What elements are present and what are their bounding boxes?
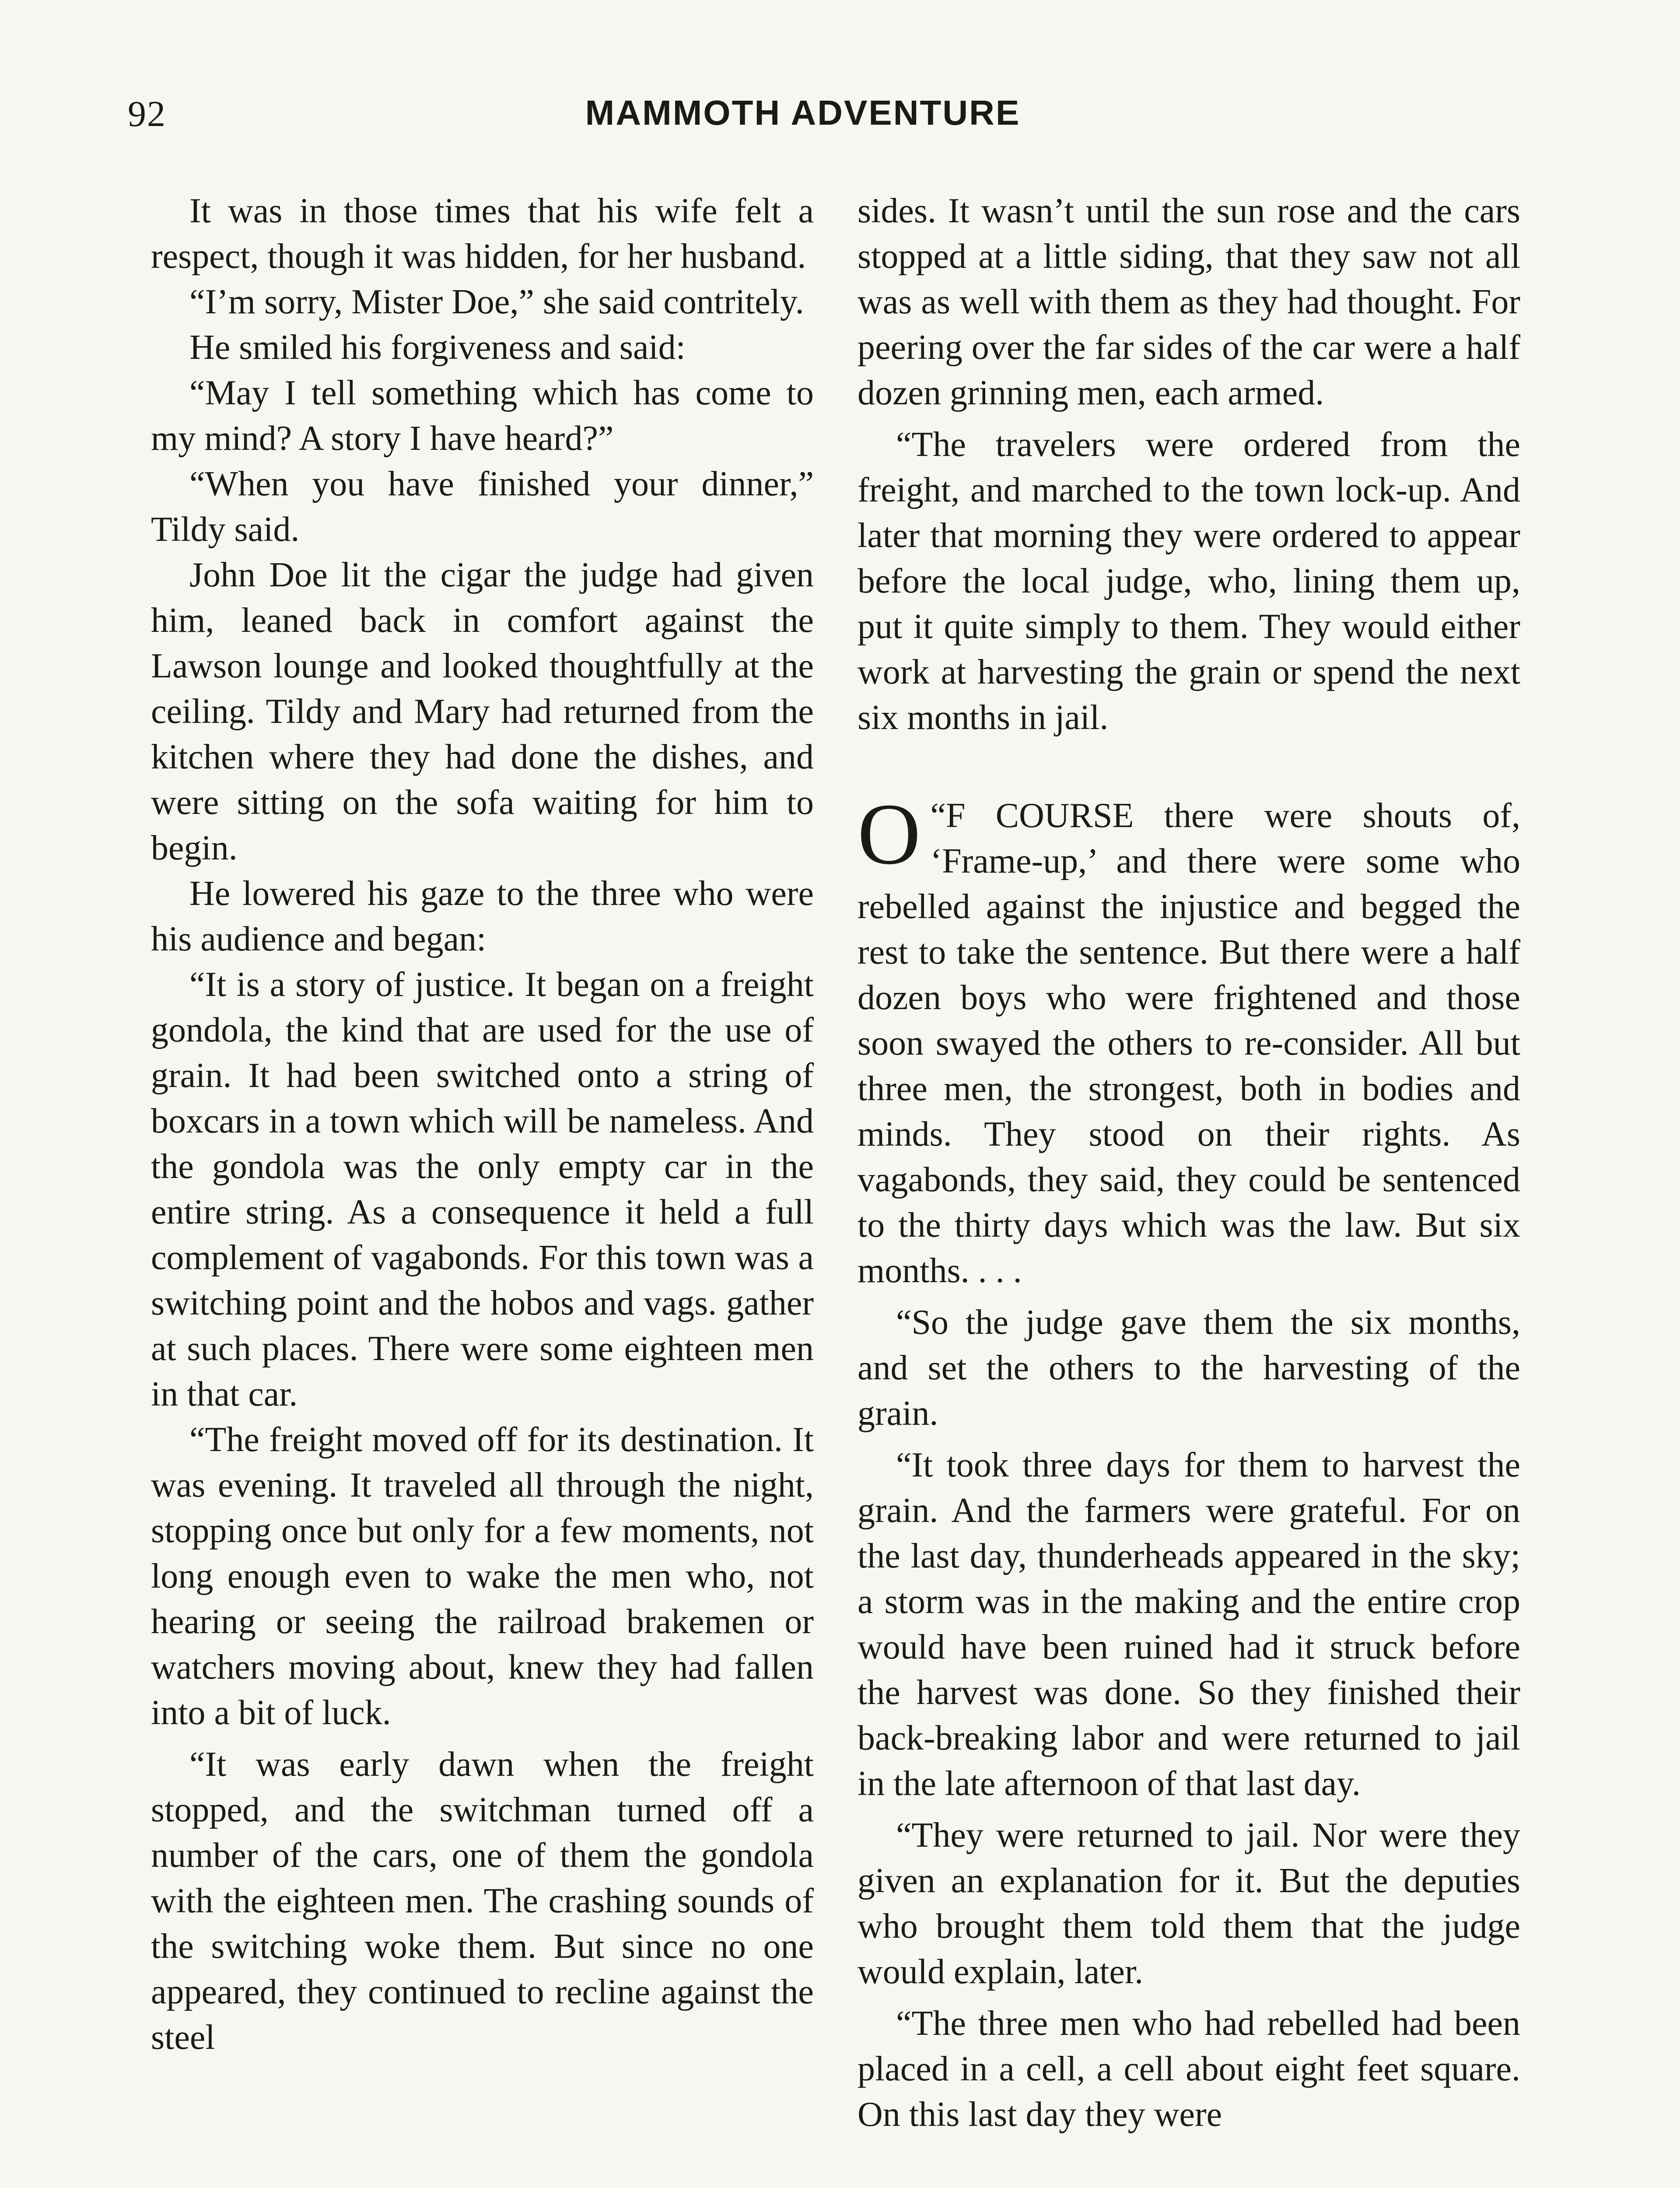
paragraph: “I’m sorry, Mister Doe,” she said contritely. xyxy=(189,283,804,321)
paragraph: “The three men who had rebelled had been placed in a cell, a cell about eight feet square. On this last day they were xyxy=(858,2004,1520,2134)
page-header xyxy=(0,88,1680,149)
paragraph-text: there were shouts of, ‘Frame-up,’ and there were some who rebelled against the injustice and begged the rest to take the sentence. But there were a half dozen boys who were frightened and those soon swayed the others to re-consider. All but three men, the strongest, both in bodies and minds. They stood on their rights. As vagabonds, they said, they could be sentenced to the thirty days which was the law. But six months. . . . xyxy=(858,796,1520,1290)
left-column xyxy=(151,188,814,2060)
paragraph: “May I tell something which has come to my mind? A story I have heard?” xyxy=(151,374,814,458)
opening-quote: “ xyxy=(930,796,946,835)
paragraph: John Doe lit the cigar the judge had given him, leaned back in comfort against the Lawson lounge and looked thoughtfully at the ceiling. Tildy and Mary had returned from the kitchen where they had done the dishes, and were sitting on the sofa waiting for him to begin. xyxy=(151,556,814,867)
running-title: MAMMOTH ADVENTURE xyxy=(585,93,1021,132)
paragraph: “The freight moved off for its destination. It was evening. It traveled all through the night, stopping once but only for a few moments, not long enough even to wake the men who, not hearing or seeing the railroad brakemen or watchers moving about, knew they had fallen into a bit of luck. xyxy=(151,1420,814,1732)
page-number: 92 xyxy=(128,94,166,134)
paragraph: “It is a story of justice. It began on a freight gondola, the kind that are used for the use of grain. It had been switched onto a string of boxcars in a town which will be nameless. And the gondola was the only empty car in the entire string. As a consequence it held a full complement of vagabonds. For this town was a switching point and the hobos and vags. gather at such places. There were some eighteen men in that car. xyxy=(151,965,814,1413)
drop-cap: O xyxy=(858,786,921,883)
paragraph: He smiled his forgiveness and said: xyxy=(189,328,686,367)
paragraph: sides. It wasn’t until the sun rose and the cars stopped at a little siding, that they saw not all was as well with them as they had thought. For peering over the far sides of the car were a half dozen grinning men, each armed. xyxy=(858,192,1520,412)
paragraph: “So the judge gave them the six months, and set the others to the harvesting of the grain. xyxy=(858,1303,1520,1433)
paragraph: “When you have finished your dinner,” Tildy said. xyxy=(151,465,814,549)
paragraph: He lowered his gaze to the three who were his audience and began: xyxy=(151,874,814,958)
paragraph: “It took three days for them to harvest the grain. And the farmers were grateful. For on the last day, thunderheads appeared in the sky; a storm was in the making and the entire crop would have been ruined had it struck before the harvest was done. So they finished their back-breaking labor and were returned to jail in the late afternoon of that last day. xyxy=(858,1446,1520,1803)
paragraph: “They were returned to jail. Nor were they given an explanation for it. But the deputies who brought them told them that the judge would explain, later. xyxy=(858,1816,1520,1991)
section-opening-paragraph xyxy=(858,786,1520,1294)
right-column xyxy=(858,188,1520,2137)
paragraph: “The travelers were ordered from the freight, and marched to the town lock-up. And later that morning they were ordered to appear before the local judge, who, lining them up, put it quite simply to them. They would either work at harvesting the grain or spend the next six months in jail. xyxy=(858,425,1520,737)
paragraph: It was in those times that his wife felt a respect, though it was hidden, for her husband. xyxy=(151,192,814,276)
drop-cap-lead: F COURSE xyxy=(945,796,1134,835)
paragraph: “It was early dawn when the freight stopped, and the switchman turned off a number of the cars, one of them the gondola with the eighteen men. The crashing sounds of the switching woke them. But since no one appeared, they continued to recline against the steel xyxy=(151,1745,814,2057)
